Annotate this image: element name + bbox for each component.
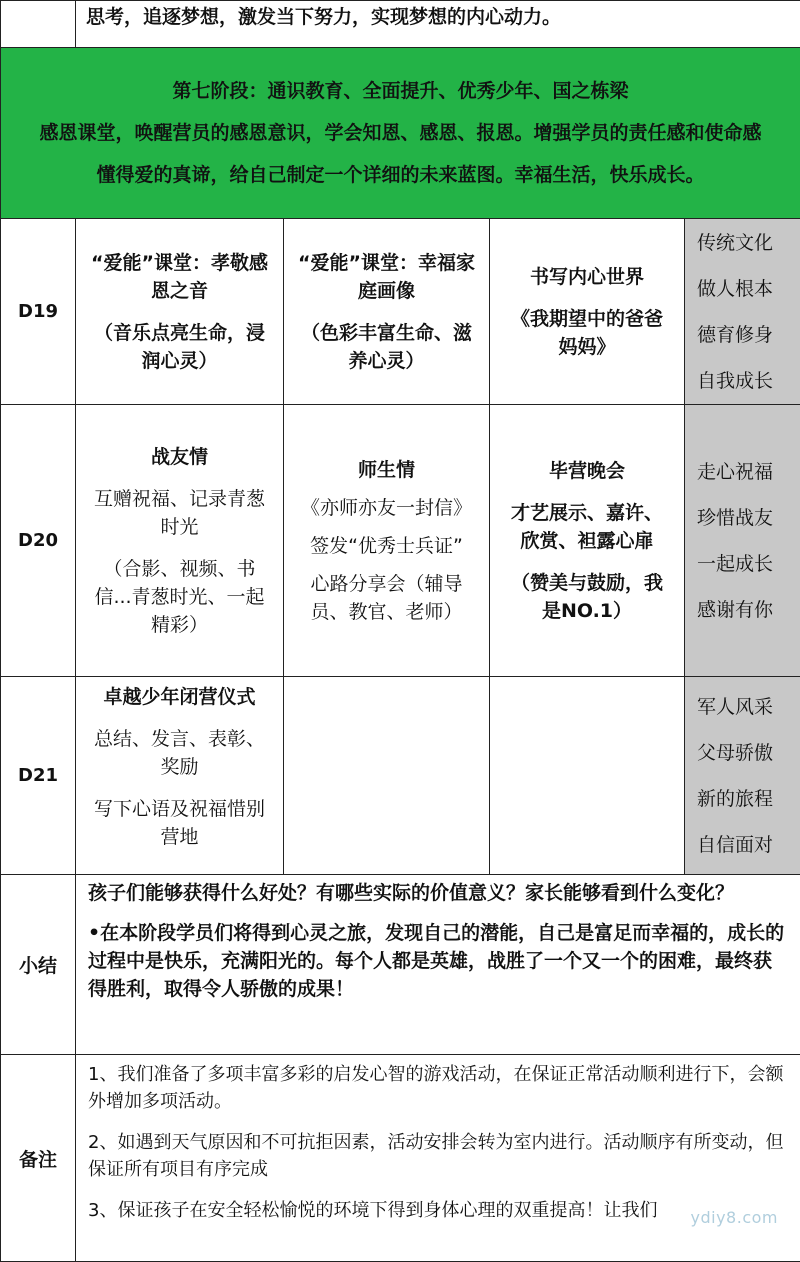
day-label: D19: [1, 219, 76, 405]
day-row-d20: [1, 405, 800, 677]
day-row-d19: [1, 219, 800, 405]
d20-a-line: （合影、视频、书信...青葱时光、一起精彩）: [90, 555, 269, 639]
d19-b-title: “爱能”课堂：幸福家庭画像: [298, 249, 475, 305]
d20-goal: 感谢有你: [697, 596, 792, 624]
d21-a-title: 卓越少年闭营仪式: [90, 683, 269, 711]
stage-row: [1, 48, 800, 219]
d21-a-line: 总结、发言、表彰、奖励: [90, 725, 269, 781]
d19-c-title: 书写内心世界: [504, 263, 670, 291]
d19-a-title: “爱能”课堂：孝敬感恩之音: [90, 249, 269, 305]
d20-c-title: 毕营晚会: [504, 457, 670, 485]
summary-content: [76, 875, 800, 1055]
d19-activity-a: [76, 219, 284, 405]
note-item: 1、我们准备了多项丰富多彩的启发心智的游戏活动，在保证正常活动顺利进行下，会额外增加多项活动。: [88, 1061, 790, 1115]
d19-goal: 做人根本: [697, 275, 792, 303]
watermark: ydiy8.com: [691, 1208, 778, 1227]
notes-content: [76, 1055, 800, 1262]
d20-b-title: 师生情: [298, 456, 475, 484]
summary-row: [1, 875, 800, 1055]
stage-line-2: 懂得爱的真谛，给自己制定一个详细的未来蓝图。幸福生活，快乐成长。: [13, 160, 788, 190]
intro-blank-cell: [1, 1, 76, 48]
d20-c-line: 才艺展示、嘉许、欣赏、袒露心扉: [504, 499, 670, 555]
d21-goals: [685, 677, 800, 875]
d20-a-line: 互赠祝福、记录青葱时光: [90, 485, 269, 541]
d21-empty-c: [490, 677, 685, 875]
summary-question: 孩子们能够获得什么好处？有哪些实际的价值意义？家长能够看到什么变化？: [88, 879, 790, 907]
d21-goal: 新的旅程: [697, 785, 792, 813]
d19-activity-b: [284, 219, 490, 405]
summary-label: 小结: [1, 875, 76, 1055]
d20-a-title: 战友情: [90, 443, 269, 471]
intro-row: [1, 1, 800, 48]
d21-goal: 自信面对: [697, 831, 792, 859]
notes-row: [1, 1055, 800, 1262]
d21-a-line: 写下心语及祝福惜别营地: [90, 795, 269, 851]
d21-activity-a: [76, 677, 284, 875]
stage-title: 第七阶段：通识教育、全面提升、优秀少年、国之栋梁: [13, 76, 788, 106]
d21-goal: 军人风采: [697, 693, 792, 721]
stage-line-1: 感恩课堂，唤醒营员的感恩意识，学会知恩、感恩、报恩。增强学员的责任感和使命感: [13, 118, 788, 148]
d20-activity-c: [490, 405, 685, 677]
d19-goals: [685, 219, 800, 405]
d20-goal: 走心祝福: [697, 458, 792, 486]
d20-goal: 一起成长: [697, 550, 792, 578]
intro-tail-text: 思考，追逐梦想，激发当下努力，实现梦想的内心动力。: [76, 1, 800, 48]
d20-goal: 珍惜战友: [697, 504, 792, 532]
d19-c-sub: 《我期望中的爸爸妈妈》: [504, 305, 670, 361]
d19-goal: 传统文化: [697, 229, 792, 257]
day-label: D21: [1, 677, 76, 875]
summary-answer: •在本阶段学员们将得到心灵之旅，发现自己的潜能，自己是富足而幸福的，成长的过程中是快乐，充满阳光的。每个人都是英雄，战胜了一个又一个的困难，最终获得胜利，取得令人骄傲的成果！: [88, 919, 790, 1003]
d19-a-sub: （音乐点亮生命，浸润心灵）: [90, 319, 269, 375]
d21-empty-b: [284, 677, 490, 875]
note-item: 3、保证孩子在安全轻松愉悦的环境下得到身体心理的双重提高！让我们: [88, 1197, 790, 1224]
d21-goal: 父母骄傲: [697, 739, 792, 767]
day-row-d21: [1, 677, 800, 875]
notes-label: 备注: [1, 1055, 76, 1262]
d19-goal: 自我成长: [697, 367, 792, 395]
d20-activity-a: [76, 405, 284, 677]
d20-b-line: 签发“优秀士兵证”: [298, 532, 475, 560]
note-item: 2、如遇到天气原因和不可抗拒因素，活动安排会转为室内进行。活动顺序有所变动，但保证所有项目有序完成: [88, 1129, 790, 1183]
d19-activity-c: [490, 219, 685, 405]
stage-banner: [1, 48, 800, 219]
d20-b-line: 心路分享会（辅导员、教官、老师）: [298, 570, 475, 626]
d20-b-line: 《亦师亦友一封信》: [298, 494, 475, 522]
d20-activity-b: [284, 405, 490, 677]
d20-goals: [685, 405, 800, 677]
d19-b-sub: （色彩丰富生命、滋养心灵）: [298, 319, 475, 375]
d19-goal: 德育修身: [697, 321, 792, 349]
d20-c-line: （赞美与鼓励，我是NO.1）: [504, 569, 670, 625]
day-label: D20: [1, 405, 76, 677]
